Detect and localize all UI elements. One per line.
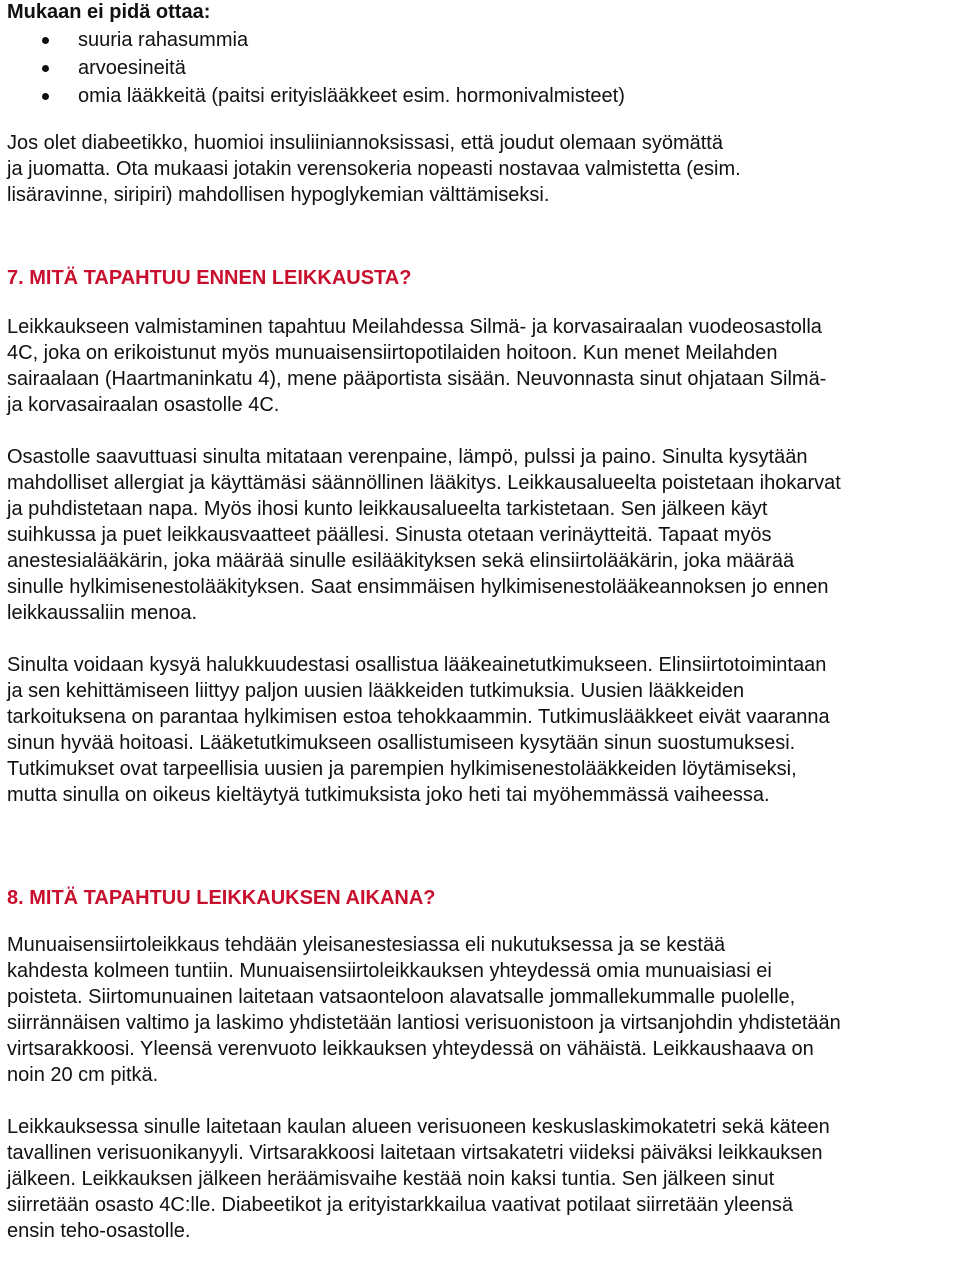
section-8-paragraph-1 (7, 932, 957, 1088)
text-line: poisteta. Siirtomunuainen laitetaan vatsaonteloon alavatsalle jommallekummalle puolelle, (7, 986, 796, 1008)
text-line: Jos olet diabeetikko, huomioi insuliiniannoksissasi, että joudut olemaan syömättä (7, 132, 723, 154)
text-line: ja juomatta. Ota mukaasi jotakin verensokeria nopeasti nostavaa valmistetta (esim. (7, 158, 741, 180)
intro-heading: Mukaan ei pidä ottaa: (7, 1, 211, 23)
text-line: Tutkimukset ovat tarpeellisia uusien ja parempien hylkimisenestolääkkeiden löytämiseksi, (7, 758, 797, 780)
text-line: Leikkauksessa sinulle laitetaan kaulan alueen verisuoneen keskuslaskimokatetri sekä käteen (7, 1116, 830, 1138)
text-line: siirretään osasto 4C:lle. Diabeetikot ja erityistarkkailua vaativat potilaat siirretään yleensä (7, 1194, 793, 1216)
section-7-paragraph-2 (7, 444, 957, 626)
section-7-paragraph-3 (7, 652, 957, 808)
text-line: sairaalaan (Haartmaninkatu 4), mene pääportista sisään. Neuvonnasta sinut ohjataan Silmä- (7, 368, 827, 390)
list-item (78, 54, 957, 82)
text-line: sinun hyvää hoitoasi. Lääketutkimukseen osallistumiseen kysytään sinun suostumuksesi. (7, 732, 796, 754)
bullet-icon (42, 65, 49, 72)
text-line: leikkaussaliin menoa. (7, 602, 198, 624)
list-item (78, 82, 957, 110)
text-line: 4C, joka on erikoistunut myös munuaisensiirtopotilaiden hoitoon. Kun menet Meilahden (7, 342, 778, 364)
text-line: Leikkaukseen valmistaminen tapahtuu Meilahdessa Silmä- ja korvasairaalan vuodeosastolla (7, 316, 822, 338)
text-line: kahdesta kolmeen tuntiin. Munuaisensiirtoleikkauksen yhteydessä omia munuaisiasi ei (7, 960, 772, 982)
document-page (7, 0, 957, 1244)
text-line: tavallinen verisuonikanyyli. Virtsarakkoosi laitetaan virtsakatetri viideksi päiväksi leikkauksen (7, 1142, 823, 1164)
text-line: ja puhdistetaan napa. Myös ihosi kunto leikkausalueelta tarkistetaan. Sen jälkeen käyt (7, 498, 768, 520)
bullet-icon (42, 37, 49, 44)
text-line: lisäravinne, siripiri) mahdollisen hypoglykemian välttämiseksi. (7, 184, 550, 206)
text-line: tarkoituksena on parantaa hylkimisen estoa tehokkaammin. Tutkimuslääkkeet eivät vaaranna (7, 706, 830, 728)
text-line: Munuaisensiirtoleikkaus tehdään yleisanestesiassa eli nukutuksessa ja se kestää (7, 934, 726, 956)
section-7-heading: 7. MITÄ TAPAHTUU ENNEN LEIKKAUSTA? (7, 267, 412, 289)
text-line: sinulle hylkimisenestolääkityksen. Saat ensimmäisen hylkimisenestolääkeannoksen jo ennen (7, 576, 829, 598)
text-line: mahdolliset allergiat ja käyttämäsi säännöllinen lääkitys. Leikkausalueelta poistetaan ihokarvat (7, 472, 841, 494)
list-item-text: omia lääkkeitä (paitsi erityislääkkeet esim. hormonivalmisteet) (78, 85, 625, 107)
section-8-heading: 8. MITÄ TAPAHTUU LEIKKAUKSEN AIKANA? (7, 887, 436, 909)
text-line: jälkeen. Leikkauksen jälkeen heräämisvaihe kestää noin kaksi tuntia. Sen jälkeen sinut (7, 1168, 775, 1190)
diabetes-paragraph (7, 130, 957, 208)
section-7-paragraph-1 (7, 314, 957, 418)
text-line: ensin teho-osastolle. (7, 1220, 191, 1242)
text-line: mutta sinulla on oikeus kieltäytyä tutkimuksista joko heti tai myöhemmässä vaiheessa. (7, 784, 770, 806)
text-line: anestesialääkärin, joka määrää sinulle esilääkityksen sekä elinsiirtolääkärin, joka määrää (7, 550, 795, 572)
text-line: ja korvasairaalan osastolle 4C. (7, 394, 280, 416)
bullet-icon (42, 93, 49, 100)
list-item-text: suuria rahasummia (78, 29, 249, 51)
text-line: noin 20 cm pitkä. (7, 1064, 159, 1086)
text-line: suihkussa ja puet leikkausvaatteet päällesi. Sinusta otetaan verinäytteitä. Tapaat myös (7, 524, 772, 546)
list-item (78, 26, 957, 54)
section-8-paragraph-2 (7, 1114, 957, 1244)
text-line: virtsarakkoosi. Yleensä verenvuoto leikkauksen yhteydessä on vähäistä. Leikkaushaava on (7, 1038, 814, 1060)
text-line: siirrännäisen valtimo ja laskimo yhdistetään lantiosi verisuonistoon ja virtsanjohdin yhdistetään (7, 1012, 841, 1034)
text-line: Sinulta voidaan kysyä halukkuudestasi osallistua lääkeainetutkimukseen. Elinsiirtotoimintaan (7, 654, 827, 676)
list-item-text: arvoesineitä (78, 57, 186, 79)
do-not-bring-list (7, 26, 957, 110)
text-line: ja sen kehittämiseen liittyy paljon uusien lääkkeiden tutkimuksia. Uusien lääkkeiden (7, 680, 745, 702)
text-line: Osastolle saavuttuasi sinulta mitataan verenpaine, lämpö, pulssi ja paino. Sinulta kysytään (7, 446, 808, 468)
